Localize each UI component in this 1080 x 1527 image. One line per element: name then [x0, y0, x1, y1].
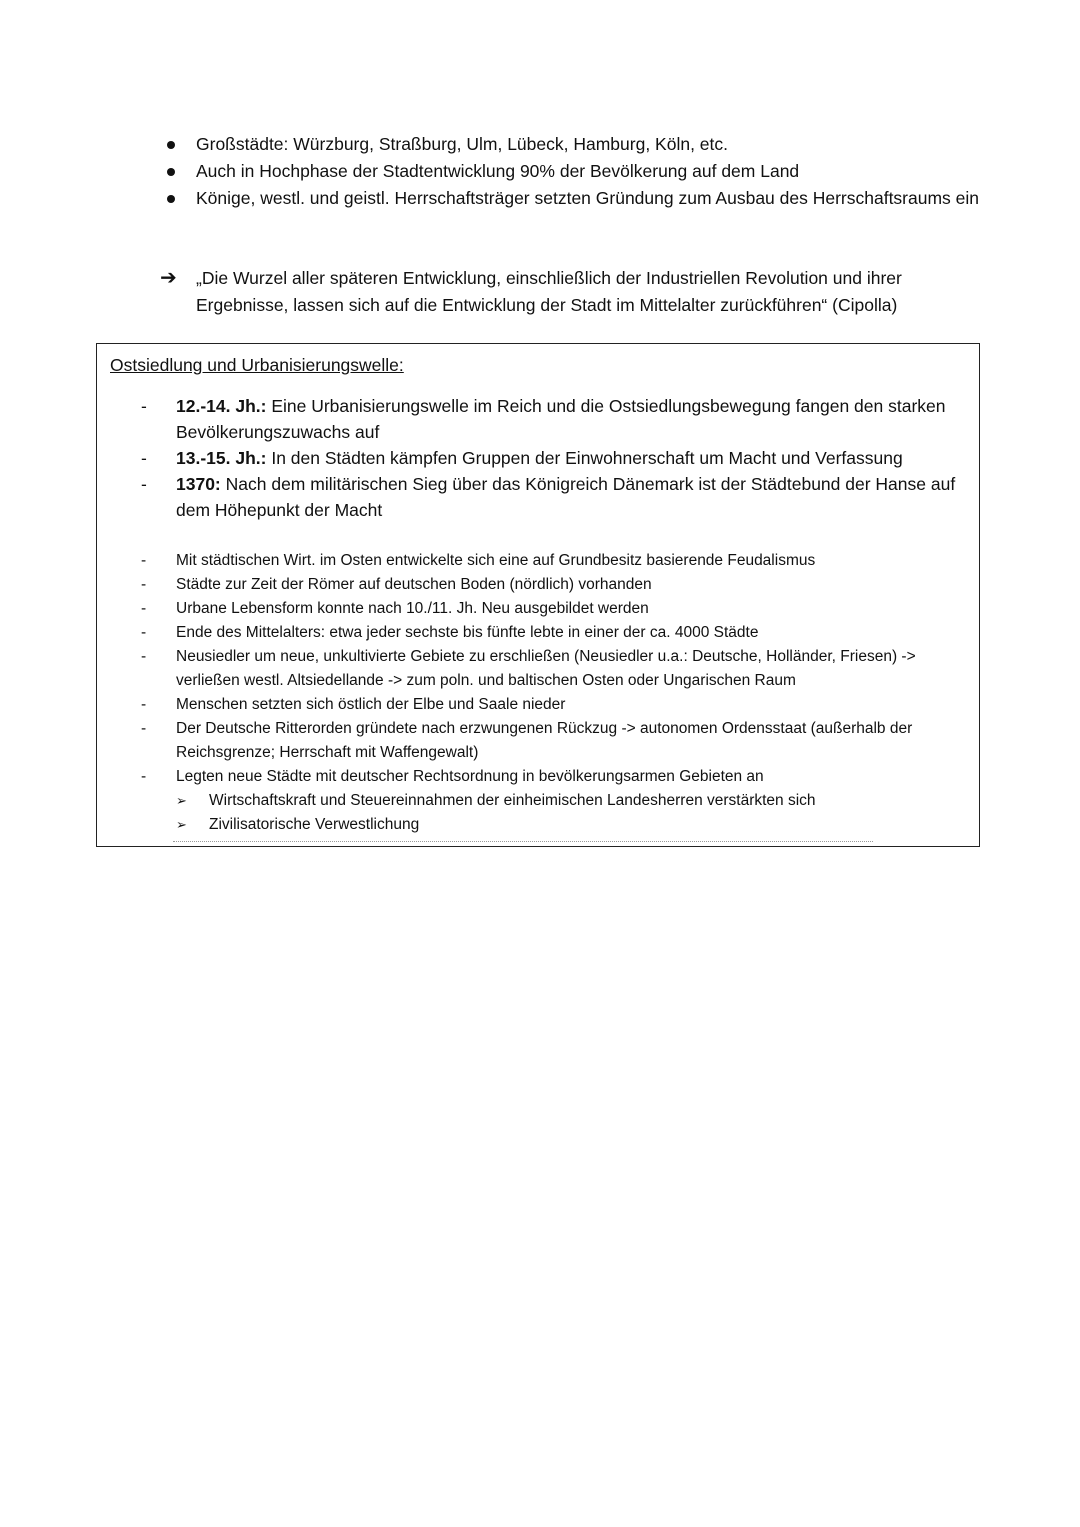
list-item	[141, 645, 971, 693]
info-box	[96, 343, 980, 847]
bullet-text: Könige, westl. und geistl. Herrschaftsträger setzten Gründung zum Ausbau des Herrschaftsraums ein	[196, 188, 980, 208]
list-item	[160, 185, 980, 212]
list-item	[141, 597, 971, 621]
dash-icon: -	[141, 648, 147, 665]
timeline-label: 13.-15. Jh.:	[176, 448, 267, 468]
dash-icon: -	[141, 576, 147, 593]
sub-list-item	[141, 813, 971, 837]
list-item	[160, 158, 980, 185]
dash-icon: -	[141, 396, 147, 416]
note-text: Urbane Lebensform konnte nach 10./11. Jh. Neu ausgebildet werden	[176, 600, 649, 617]
note-text: Neusiedler um neue, unkultivierte Gebiete zu erschließen (Neusiedler u.a.: Deutsche, Holländer, Friesen) -> verließen westl. Altsiedellande -> zum poln. und baltischen Osten oder Ungarischen Raum	[176, 648, 916, 689]
dash-icon: -	[141, 624, 147, 641]
list-item	[160, 131, 980, 158]
dash-icon: -	[141, 768, 147, 785]
bullet-text: Auch in Hochphase der Stadtentwicklung 90% der Bevölkerung auf dem Land	[196, 161, 800, 181]
arrowhead-icon: ➢	[176, 817, 187, 832]
list-item	[141, 717, 971, 765]
quote-block	[160, 265, 980, 319]
list-item	[141, 573, 971, 597]
dash-icon: -	[141, 474, 147, 494]
dash-icon: -	[141, 448, 147, 468]
notes-list	[141, 549, 971, 837]
dash-icon: -	[141, 600, 147, 617]
list-item	[141, 393, 971, 445]
note-text: Ende des Mittelalters: etwa jeder sechste bis fünfte lebte in einer der ca. 4000 Städte	[176, 624, 759, 641]
bullet-icon	[160, 185, 196, 212]
bullet-list	[160, 131, 980, 212]
subnote-text: Zivilisatorische Verwestlichung	[209, 816, 420, 833]
dash-icon: -	[141, 720, 147, 737]
sub-list-item	[141, 789, 971, 813]
list-item	[141, 445, 971, 471]
box-title: Ostsiedlung und Urbanisierungswelle:	[110, 355, 404, 375]
note-text: Legten neue Städte mit deutscher Rechtsordnung in bevölkerungsarmen Gebieten an	[176, 768, 764, 785]
quote-text: „Die Wurzel aller späteren Entwicklung, einschließlich der Industriellen Revolution und ihrer Ergebnisse, lassen sich auf die Entwicklung der Stadt im Mittelalter zurückführen“ (Cipolla)	[196, 268, 902, 315]
note-text: Städte zur Zeit der Römer auf deutschen Boden (nördlich) vorhanden	[176, 576, 652, 593]
dash-icon: -	[141, 696, 147, 713]
bullet-icon	[160, 158, 196, 185]
bullet-icon	[160, 131, 196, 158]
list-item	[141, 549, 971, 573]
list-item	[141, 693, 971, 717]
subnote-text: Wirtschaftskraft und Steuereinnahmen der einheimischen Landesherren verstärkten sich	[209, 792, 816, 809]
timeline-text: Eine Urbanisierungswelle im Reich und die Ostsiedlungsbewegung fangen den starken Bevölkerungszuwachs auf	[176, 396, 946, 442]
note-text: Menschen setzten sich östlich der Elbe und Saale nieder	[176, 696, 566, 713]
arrowhead-icon: ➢	[176, 793, 187, 808]
arrow-right-icon: ➔	[160, 267, 177, 289]
note-text: Mit städtischen Wirt. im Osten entwickelte sich eine auf Grundbesitz basierende Feudalismus	[176, 552, 816, 569]
clipped-text-remnant	[173, 841, 873, 845]
list-item	[141, 621, 971, 645]
bullet-text: Großstädte: Würzburg, Straßburg, Ulm, Lübeck, Hamburg, Köln, etc.	[196, 134, 729, 154]
timeline-text: Nach dem militärischen Sieg über das Königreich Dänemark ist der Städtebund der Hanse auf dem Höhepunkt der Macht	[176, 474, 956, 520]
timeline-text: In den Städten kämpfen Gruppen der Einwohnerschaft um Macht und Verfassung	[266, 448, 903, 468]
note-text: Der Deutsche Ritterorden gründete nach erzwungenen Rückzug -> autonomen Ordensstaat (außerhalb der Reichsgrenze; Herrschaft mit Waffengewalt)	[176, 720, 913, 761]
timeline-label: 12.-14. Jh.:	[176, 396, 267, 416]
timeline-label: 1370:	[176, 474, 221, 494]
dash-icon: -	[141, 552, 147, 569]
list-item	[141, 765, 971, 789]
timeline-list	[141, 393, 971, 523]
list-item	[141, 471, 971, 523]
